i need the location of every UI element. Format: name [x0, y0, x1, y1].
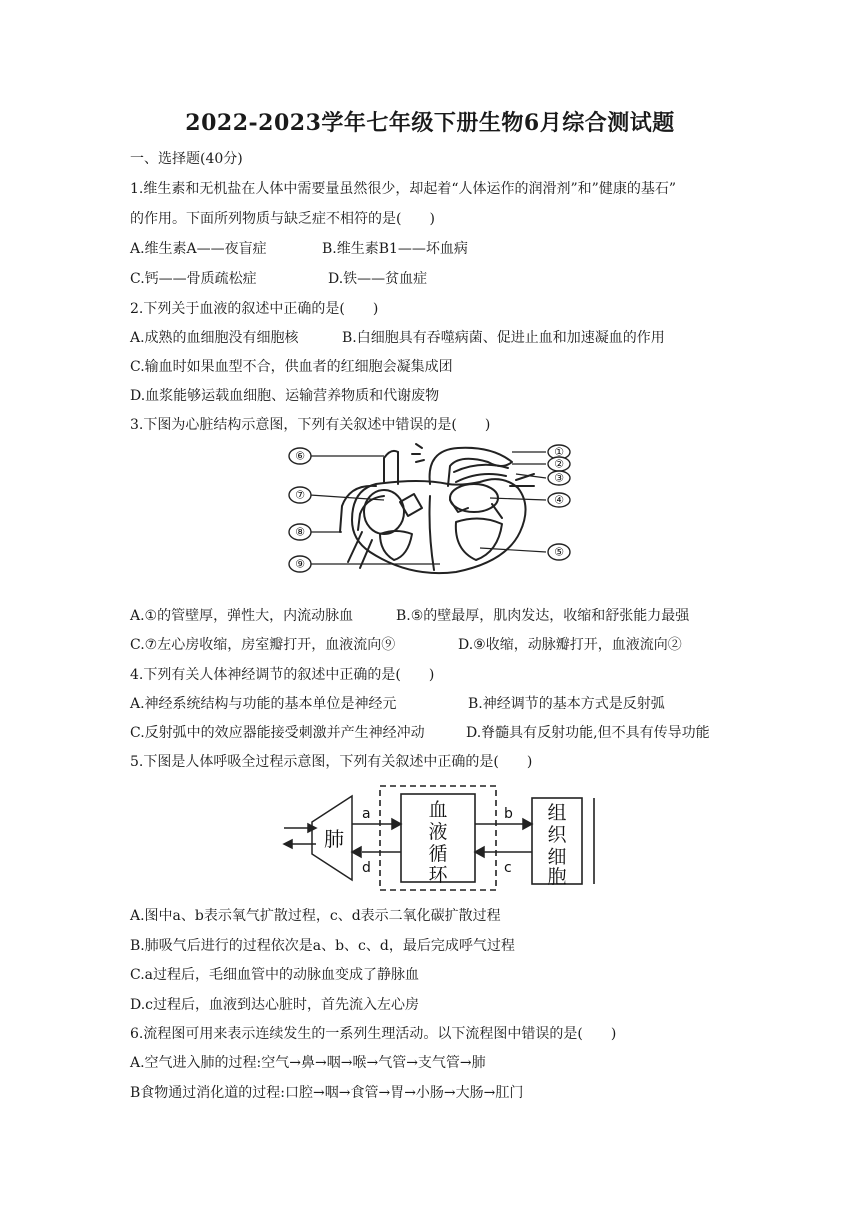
process-label-c: c — [504, 860, 512, 876]
q4-option-a: A.神经系统结构与功能的基本单位是神经元 — [130, 696, 397, 712]
process-label-b: b — [504, 806, 513, 822]
q4-option-c: C.反射弧中的效应器能接受刺激并产生神经冲动 — [130, 725, 425, 741]
lung-label: 肺 — [324, 827, 344, 851]
heart-diagram — [280, 440, 580, 582]
q1-stem-line1: 1.维生素和无机盐在人体中需要量虽然很少，却起着“人体运作的润滑剂”和”健康的基石” — [130, 181, 676, 197]
heart-label-8: ⑧ — [295, 525, 305, 539]
q4-option-d: D.脊髓具有反射功能,但不具有传导功能 — [466, 725, 710, 741]
q2-option-c: C.输血时如果血型不合，供血者的红细胞会凝集成团 — [130, 359, 453, 375]
blood-circulation-char-2: 液 — [428, 821, 448, 843]
heart-label-1: ① — [554, 445, 564, 459]
heart-label-7: ⑦ — [295, 488, 305, 502]
q6-option-b: B食物通过消化道的过程:口腔→咽→食管→胃→小肠→大肠→肛门 — [130, 1085, 524, 1101]
q5-option-d: D.c过程后，血液到达心脏时，首先流入左心房 — [130, 997, 420, 1013]
blood-circulation-char-1: 血 — [428, 799, 448, 821]
q6-option-a: A.空气进入肺的过程:空气→鼻→咽→喉→气管→支气管→肺 — [130, 1055, 486, 1071]
q4-stem: 4.下列有关人体神经调节的叙述中正确的是( ) — [130, 667, 435, 683]
tissue-cell-char-2: 织 — [547, 824, 567, 846]
process-label-a: a — [362, 806, 371, 822]
process-label-d: d — [362, 860, 371, 876]
page-title: 2022-2023学年七年级下册生物6月综合测试题 — [185, 110, 675, 136]
q1-stem-line2: 的作用。下面所列物质与缺乏症不相符的是( ) — [130, 211, 435, 227]
q2-option-b: B.白细胞具有吞噬病菌、促进止血和加速凝血的作用 — [342, 330, 665, 346]
q1-option-d: D.铁——贫血症 — [328, 271, 428, 287]
tissue-cell-char-4: 胞 — [547, 866, 567, 888]
heart-label-6: ⑥ — [295, 449, 305, 463]
tissue-cell-char-3: 细 — [547, 846, 567, 868]
q2-stem: 2.下列关于血液的叙述中正确的是( ) — [130, 301, 379, 317]
q3-option-a: A.①的管壁厚，弹性大，内流动脉血 — [130, 608, 354, 624]
q5-option-b: B.肺吸气后进行的过程依次是a、b、c、d，最后完成呼气过程 — [130, 938, 515, 954]
q4-option-b: B.神经调节的基本方式是反射弧 — [468, 696, 665, 712]
q2-option-d: D.血浆能够运载血细胞、运输营养物质和代谢废物 — [130, 388, 440, 404]
q3-stem: 3.下图为心脏结构示意图，下列有关叙述中错误的是( ) — [130, 417, 491, 433]
blood-circulation-char-4: 环 — [428, 864, 448, 886]
tissue-cell-char-1: 组 — [547, 802, 567, 824]
respiration-diagram — [280, 782, 600, 894]
heart-label-5: ⑤ — [554, 545, 564, 559]
q1-option-c: C.钙——骨质疏松症 — [130, 271, 257, 287]
q3-option-b: B.⑤的壁最厚，肌肉发达，收缩和舒张能力最强 — [396, 608, 690, 624]
q1-option-a: A.维生素A——夜盲症 — [130, 241, 267, 257]
q5-stem: 5.下图是人体呼吸全过程示意图，下列有关叙述中正确的是( ) — [130, 754, 533, 770]
section-heading: 一、选择题(40分) — [130, 151, 243, 167]
q3-option-c: C.⑦左心房收缩，房室瓣打开，血液流向⑨ — [130, 637, 396, 653]
q6-stem: 6.流程图可用来表示连续发生的一系列生理活动。以下流程图中错误的是( ) — [130, 1026, 617, 1042]
heart-label-3: ③ — [554, 471, 564, 485]
blood-circulation-char-3: 循 — [428, 843, 448, 865]
heart-label-4: ④ — [554, 493, 564, 507]
q2-option-a: A.成熟的血细胞没有细胞核 — [130, 330, 299, 346]
heart-label-2: ② — [554, 457, 564, 471]
q3-option-d: D.⑨收缩，动脉瓣打开，血液流向② — [458, 637, 682, 653]
q5-option-c: C.a过程后，毛细血管中的动脉血变成了静脉血 — [130, 967, 420, 983]
heart-label-9: ⑨ — [295, 557, 305, 571]
q1-option-b: B.维生素B1——坏血病 — [322, 241, 468, 257]
q5-option-a: A.图中a、b表示氧气扩散过程，c、d表示二氧化碳扩散过程 — [130, 908, 501, 924]
